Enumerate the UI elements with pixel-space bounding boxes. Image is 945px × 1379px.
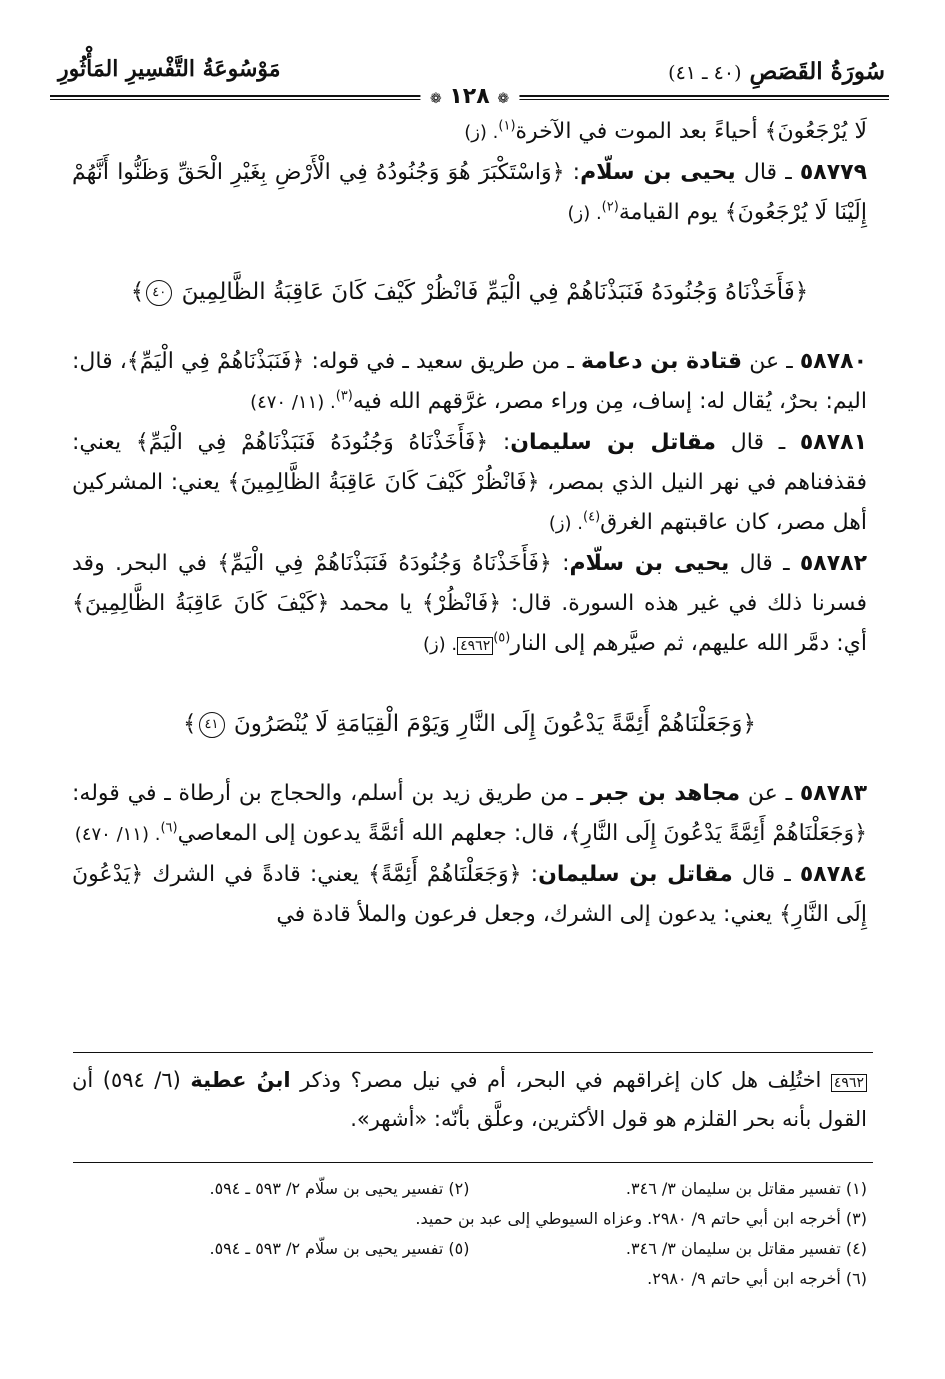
commentary-number-box: ٤٩٦٢ (831, 1074, 867, 1092)
quran-quote: ﴿وَجَعَلْنَاهُمْ أَئِمَّةً يَدْعُونَ إِلَى النَّارِ﴾ (568, 821, 867, 846)
text: أي: دمَّر الله عليهم، ثم صيَّرهم إلى النار (510, 631, 867, 656)
narrator-name: يحيى بن سلّام (580, 160, 736, 185)
narrator-name: مجاهد بن جبر (590, 781, 741, 806)
quran-quote: ﴿يَدْعُونَ إِلَى النَّارِ﴾ (72, 862, 867, 927)
footnote-ref: (٥) (493, 630, 511, 646)
entry-58782 (72, 544, 867, 666)
source-tag: . (ز) (567, 203, 602, 224)
quran-quote: ﴿فَانْظُرْ﴾ (421, 591, 502, 616)
footnotes-divider (73, 1162, 873, 1163)
footnote-ref: (٢) (601, 199, 619, 215)
footnote-5: (٥) تفسير يحيى بن سلّام ٢/ ٥٩٣ ـ ٥٩٤. (209, 1239, 470, 1258)
page-number-value: ١٢٨ (449, 84, 490, 109)
entry-number: ٥٨٧٨٠ (799, 349, 868, 374)
entry-58780 (72, 342, 867, 423)
narrator-name: مقاتل بن سليمان (538, 862, 733, 887)
text: يعني: المشركين أهل مصر، كان عاقبتهم الغرق (72, 470, 867, 535)
quran-quote: ﴿فَأَخَذْنَاهُ وَجُنُودَهُ فَنَبَذْنَاهُمْ فِي الْيَمِّ﴾ (217, 551, 552, 576)
footnote-row (72, 1174, 867, 1204)
quran-quote: لَا يُرْجَعُونَ﴾ (764, 119, 867, 144)
source-ref: . (١١/ ٤٧٠) (250, 392, 336, 413)
ayah-number: ٤١ (199, 712, 225, 738)
text: ـ قال (743, 160, 792, 185)
footnote-ref: (٤) (583, 509, 601, 525)
entry-58784 (72, 855, 867, 935)
text: ـ عن (749, 349, 793, 374)
continuation-line (72, 112, 867, 153)
text: ، قال: اليم: بحرٌ، يُقال له: إساف، مِن وراء مصر، غرَّقهم الله فيه (72, 349, 867, 414)
footnote-2: (٢) تفسير يحيى بن سلّام ٢/ ٥٩٣ ـ ٥٩٤. (209, 1179, 470, 1198)
entry-58781 (72, 423, 867, 544)
entry-58783 (72, 774, 867, 855)
text: في البحر. وقد فسرنا ذلك في غير هذه السورة. قال: (72, 551, 867, 616)
quran-quote: ﴿فَأَخَذْنَاهُ وَجُنُودَهُ فَنَبَذْنَاهُمْ فِي الْيَمِّ﴾ (135, 430, 489, 455)
text: ، قال: جعلهم الله أئمَّةً يدعون إلى المعاصي (177, 821, 569, 846)
text: ـ قال (739, 551, 790, 576)
text: اختُلِف هل كان إغراقهم في البحر، أم في نيل مصر؟ وذكر (300, 1068, 822, 1092)
text: ـ عن (747, 781, 793, 806)
text: يعني: فقذفناهم في نهر النيل الذي بمصر، (72, 430, 868, 495)
verse-bracket: ﴾ (130, 279, 145, 305)
commentary-note (72, 1062, 867, 1137)
main-text (72, 112, 867, 935)
entry-number: ٥٨٧٨٤ (799, 862, 867, 887)
verse-range: (٤٠ ـ ٤١) (668, 62, 742, 84)
footnote-ref: (١) (498, 118, 516, 134)
footnote-row (72, 1234, 867, 1264)
source-ref: . (١١/ ٤٧٠) (74, 824, 161, 845)
entry-number: ٥٨٧٨٣ (799, 781, 868, 806)
verse-40 (72, 272, 867, 312)
ornament-icon: ❁ (429, 91, 442, 107)
entry-58779 (72, 153, 867, 234)
narrator-name: قتادة بن دعامة (580, 349, 743, 374)
book-title: مَوْسُوعَةُ التَّفْسِيرِ المَأْثُورِ (58, 56, 281, 82)
scholar-name: ابنُ عطية (190, 1068, 291, 1092)
quran-quote: ﴿فَنَبَذْنَاهُمْ فِي الْيَمِّ﴾ (126, 349, 305, 374)
quran-quote: ﴿كَيْفَ كَانَ عَاقِبَةُ الظَّالِمِينَ﴾ (72, 591, 330, 616)
text: ـ من طريق زيد بن أسلم، والحجاج بن أرطاة ـ في قوله: (72, 781, 583, 806)
commentary-divider (73, 1052, 873, 1053)
surah-title: سُورَةُ القَصَصِ (749, 58, 885, 85)
verse-41 (72, 704, 867, 744)
text: ـ قال (730, 430, 786, 455)
text: : (530, 862, 539, 887)
source-tag: . (ز) (464, 122, 499, 143)
text: ـ قال (741, 862, 791, 887)
source-tag: . (ز) (548, 513, 584, 534)
footnote-4: (٤) تفسير مقاتل بن سليمان ٣/ ٣٤٦. (625, 1239, 867, 1258)
surah-heading (668, 58, 885, 85)
text: أحياءً بعد الموت في الآخرة (515, 119, 758, 144)
footnote-ref: (٦) (160, 820, 178, 836)
entry-number: ٥٨٧٨١ (799, 430, 868, 455)
footnote-ref: (٣) (335, 388, 353, 404)
verse-bracket: ﴾ (183, 711, 197, 737)
quran-quote: ﴿وَجَعَلْنَاهُمْ أَئِمَّةً﴾ (368, 862, 522, 887)
entry-number: ٥٨٧٨٢ (799, 551, 867, 576)
quran-quote: ﴿فَانْظُرْ كَيْفَ كَانَ عَاقِبَةُ الظَّالِمِينَ﴾ (227, 470, 540, 495)
quran-quote: ﴿وَاسْتَكْبَرَ هُوَ وَجُنُودُهُ فِي الْأَرْضِ بِغَيْرِ الْحَقِّ وَظَنُّوا أَنَّهُمْ إِلَيْنَا لَا يُرْجَعُونَ﴾ (72, 160, 867, 225)
text: يا محمد (339, 591, 413, 616)
entry-number: ٥٨٧٧٩ (799, 160, 868, 185)
text: : (562, 551, 570, 576)
text: يوم القيامة (618, 200, 718, 225)
narrator-name: مقاتل بن سليمان (510, 430, 717, 455)
text: : (502, 430, 511, 455)
footnote-6: (٦) أخرجه ابن أبي حاتم ٩/ ٢٩٨٠. (647, 1269, 867, 1288)
verse-text: ﴿فَأَخَذْنَاهُ وَجُنُودَهُ فَنَبَذْنَاهُمْ فِي الْيَمِّ فَانْظُرْ كَيْفَ كَانَ عَاقِبَةُ الظَّالِمِينَ (181, 279, 809, 305)
footnote-3: (٣) أخرجه ابن أبي حاتم ٩/ ٢٩٨٠. وعزاه السيوطي إلى عبد بن حميد. (415, 1209, 867, 1228)
text: (٦/ ٥٩٤) أن القول بأنه بحر القلزم هو قول الأكثرين، وعلَّق بأنّه: «أشهر». (72, 1068, 867, 1131)
footnotes (72, 1174, 867, 1294)
text: : (572, 160, 581, 185)
page-number (420, 84, 519, 109)
ayah-number: ٤٠ (146, 280, 172, 306)
text: ـ من طريق سعيد ـ في قوله: (311, 349, 574, 374)
text: يعني: قادةً في الشرك (152, 862, 360, 887)
footnote-1: (١) تفسير مقاتل بن سليمان ٣/ ٣٤٦. (625, 1179, 867, 1198)
narrator-name: يحيى بن سلّام (569, 551, 730, 576)
source-tag: . (ز) (422, 634, 458, 655)
ornament-icon: ❁ (497, 91, 510, 107)
page-header (50, 50, 889, 109)
commentary-ref-box: ٤٩٦٢ (457, 637, 493, 655)
verse-text: ﴿وَجَعَلْنَاهُمْ أَئِمَّةً يَدْعُونَ إِلَى النَّارِ وَيَوْمَ الْقِيَامَةِ لَا يُنْصَرُونَ (233, 711, 756, 737)
text: يعني: يدعون إلى الشرك، وجعل فرعون والملأ قادة في (276, 902, 773, 927)
